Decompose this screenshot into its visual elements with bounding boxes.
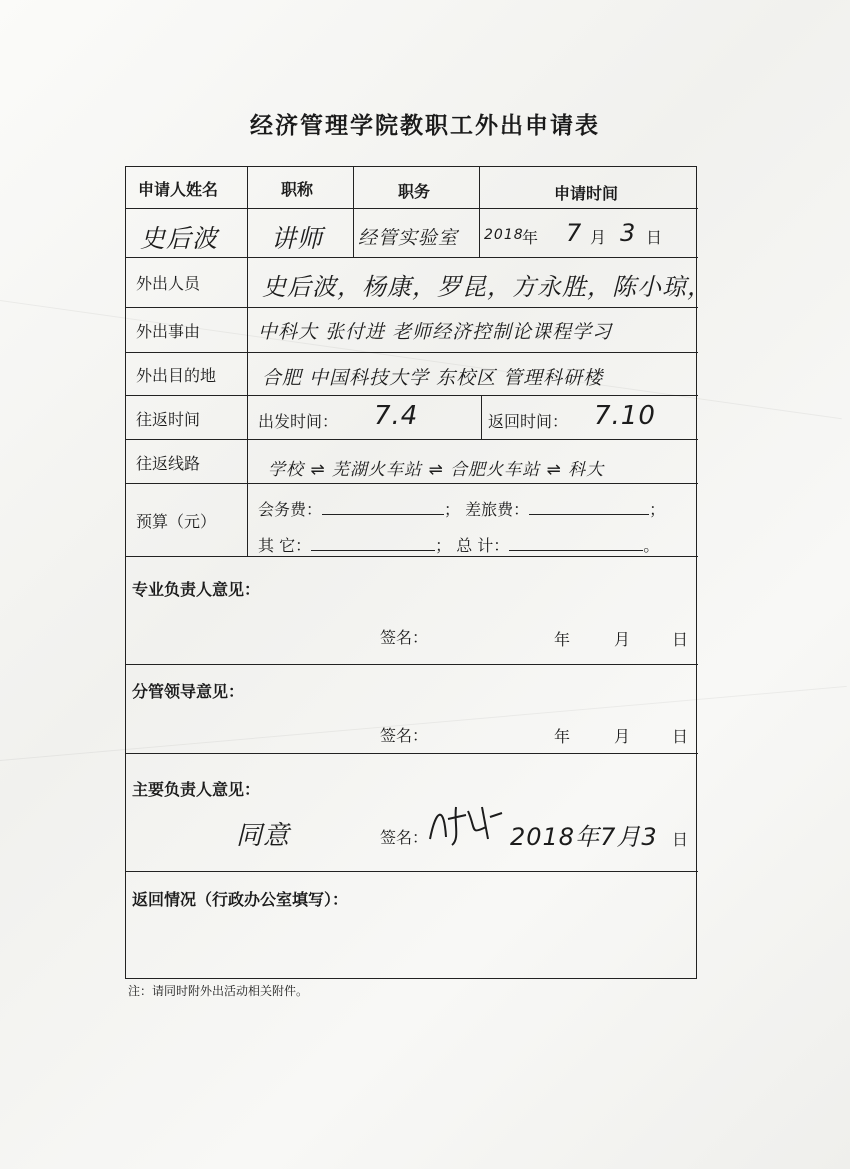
round-trip-time-label: 往返时间 xyxy=(136,410,201,429)
route-label: 往返线路 xyxy=(136,454,201,473)
application-form xyxy=(125,166,712,979)
apply-month-value: 7 xyxy=(566,219,583,247)
return-time-label: 返回时间： xyxy=(488,412,569,431)
header-job-title: 职称 xyxy=(281,180,314,199)
applicant-name-value: 史后波 xyxy=(140,224,219,253)
apply-month-unit: 月 xyxy=(590,228,607,247)
specialty-sign-label: 签名： xyxy=(380,628,429,647)
route-value: 学校 ⇌ 芜湖火车站 ⇌ 合肥火车站 ⇌ 科大 xyxy=(268,460,605,480)
chief-signature xyxy=(426,799,506,849)
budget-label: 预算（元） xyxy=(136,512,217,531)
apply-day-value: 3 xyxy=(620,219,637,247)
leader-opinion-label: 分管领导意见： xyxy=(132,682,245,701)
reason-value: 中科大 张付进 老师经济控制论课程学习 xyxy=(258,321,613,343)
budget-other-blank xyxy=(311,536,435,551)
header-position: 职务 xyxy=(398,182,431,201)
budget-total-label: 总 计： xyxy=(456,536,510,555)
budget-travel-blank xyxy=(529,500,649,515)
specialty-year-label: 年 xyxy=(554,630,571,649)
leader-month-label: 月 xyxy=(614,727,631,746)
chief-sign-date-value: 2018年7月3 xyxy=(510,823,658,851)
leader-day-label: 日 xyxy=(672,727,689,746)
specialty-opinion-label: 专业负责人意见： xyxy=(132,580,261,599)
applicant-job-title-value: 讲师 xyxy=(271,224,324,253)
personnel-value: 史后波，杨康，罗昆，方永胜，陈小琼， xyxy=(262,273,712,301)
depart-time-value: 7.4 xyxy=(374,401,419,431)
budget-other-line: 其 它： ； 总 计： 。 xyxy=(258,536,660,555)
form-title: 经济管理学院教职工外出申请表 xyxy=(250,112,600,139)
leader-sign-label: 签名： xyxy=(380,726,429,745)
budget-meeting-label: 会务费： xyxy=(258,500,323,519)
footnote: 注：请同时附外出活动相关附件。 xyxy=(128,984,309,998)
return-info-label: 返回情况（行政办公室填写）： xyxy=(132,890,349,909)
chief-comment-value: 同意 xyxy=(236,821,291,851)
destination-value: 合肥 中国科技大学 东校区 管理科研楼 xyxy=(262,367,604,389)
chief-opinion-label: 主要负责人意见： xyxy=(132,780,261,799)
apply-day-unit: 日 xyxy=(646,228,663,247)
destination-label: 外出目的地 xyxy=(136,366,217,385)
reason-label: 外出事由 xyxy=(136,322,201,341)
budget-total-blank xyxy=(509,536,643,551)
specialty-month-label: 月 xyxy=(614,630,631,649)
budget-travel-label: 差旅费： xyxy=(465,500,530,519)
budget-other-label: 其 它： xyxy=(258,536,312,555)
applicant-position-value: 经管实验室 xyxy=(358,227,459,249)
leader-year-label: 年 xyxy=(554,727,571,746)
apply-year-value: 2018 xyxy=(484,227,524,243)
specialty-day-label: 日 xyxy=(672,630,689,649)
return-time-value: 7.10 xyxy=(594,401,656,431)
budget-meeting-line: 会务费： ； 差旅费： ； xyxy=(258,500,666,519)
chief-day-label: 日 xyxy=(672,830,689,849)
header-applicant-name: 申请人姓名 xyxy=(138,180,219,199)
depart-time-label: 出发时间： xyxy=(258,412,339,431)
personnel-label: 外出人员 xyxy=(136,274,201,293)
header-apply-time: 申请时间 xyxy=(554,184,619,203)
budget-meeting-blank xyxy=(322,500,444,515)
apply-year-unit: 年 xyxy=(522,228,539,247)
chief-sign-label: 签名： xyxy=(380,828,429,847)
